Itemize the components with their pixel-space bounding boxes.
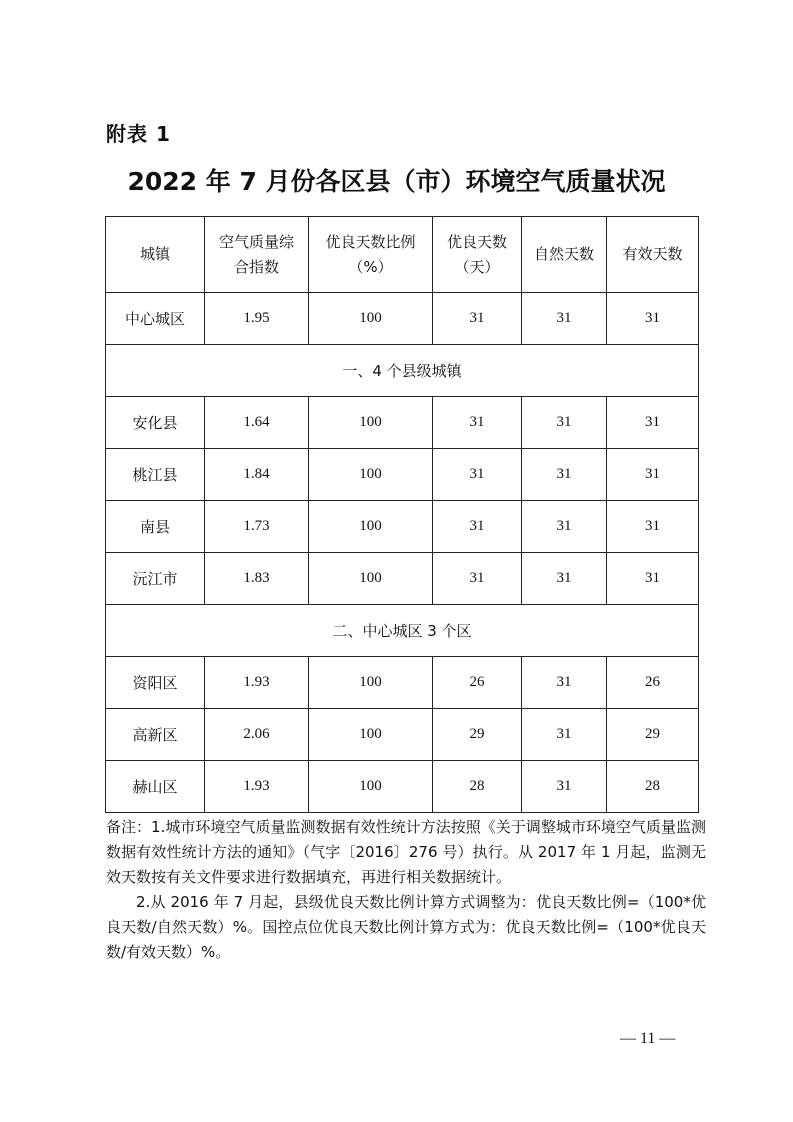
cell-aqi: 1.64 bbox=[205, 397, 309, 449]
cell-name: 桃江县 bbox=[106, 449, 205, 501]
cell-aqi: 1.93 bbox=[205, 657, 309, 709]
cell-aqi: 1.83 bbox=[205, 553, 309, 605]
cell-valid-days: 31 bbox=[607, 397, 699, 449]
cell-valid-days: 26 bbox=[607, 657, 699, 709]
cell-name: 沅江市 bbox=[106, 553, 205, 605]
header-valid-days: 有效天数 bbox=[607, 217, 699, 293]
cell-natural-days: 31 bbox=[522, 449, 607, 501]
header-aqi: 空气质量综 合指数 bbox=[205, 217, 309, 293]
section-title: 一、4 个县级城镇 bbox=[106, 345, 699, 397]
cell-name: 赫山区 bbox=[106, 761, 205, 813]
page-title: 2022 年 7 月份各区县（市）环境空气质量状况 bbox=[127, 167, 666, 196]
cell-valid-days: 31 bbox=[607, 553, 699, 605]
table-row bbox=[106, 553, 699, 605]
section-title: 二、中心城区 3 个区 bbox=[106, 605, 699, 657]
cell-aqi: 1.73 bbox=[205, 501, 309, 553]
section-row bbox=[106, 605, 699, 657]
cell-good-days: 28 bbox=[433, 761, 522, 813]
header-natural-days: 自然天数 bbox=[522, 217, 607, 293]
cell-natural-days: 31 bbox=[522, 293, 607, 345]
table-header-row bbox=[106, 217, 699, 293]
cell-ratio: 100 bbox=[309, 293, 433, 345]
cell-good-days: 26 bbox=[433, 657, 522, 709]
cell-aqi: 1.84 bbox=[205, 449, 309, 501]
table-row bbox=[106, 501, 699, 553]
air-quality-table bbox=[105, 216, 699, 813]
cell-good-days: 31 bbox=[433, 449, 522, 501]
cell-name: 中心城区 bbox=[106, 293, 205, 345]
cell-aqi: 2.06 bbox=[205, 709, 309, 761]
table-row bbox=[106, 449, 699, 501]
cell-good-days: 31 bbox=[433, 293, 522, 345]
cell-ratio: 100 bbox=[309, 553, 433, 605]
cell-ratio: 100 bbox=[309, 657, 433, 709]
cell-natural-days: 31 bbox=[522, 553, 607, 605]
table-row bbox=[106, 657, 699, 709]
cell-name: 资阳区 bbox=[106, 657, 205, 709]
cell-valid-days: 29 bbox=[607, 709, 699, 761]
cell-natural-days: 31 bbox=[522, 501, 607, 553]
cell-good-days: 31 bbox=[433, 501, 522, 553]
cell-aqi: 1.93 bbox=[205, 761, 309, 813]
header-good-days: 优良天数 （天） bbox=[433, 217, 522, 293]
cell-good-days: 29 bbox=[433, 709, 522, 761]
table-row bbox=[106, 397, 699, 449]
cell-valid-days: 28 bbox=[607, 761, 699, 813]
cell-natural-days: 31 bbox=[522, 761, 607, 813]
cell-ratio: 100 bbox=[309, 449, 433, 501]
table-row bbox=[106, 709, 699, 761]
cell-ratio: 100 bbox=[309, 761, 433, 813]
cell-aqi: 1.95 bbox=[205, 293, 309, 345]
cell-good-days: 31 bbox=[433, 397, 522, 449]
cell-name: 高新区 bbox=[106, 709, 205, 761]
note-2: 2.从 2016 年 7 月起，县级优良天数比例计算方式调整为：优良天数比例=（100*优良天数/自然天数）%。国控点位优良天数比例计算方式为：优良天数比例=（100*优良天数/有效天数）%。 bbox=[106, 893, 706, 961]
cell-valid-days: 31 bbox=[607, 293, 699, 345]
cell-natural-days: 31 bbox=[522, 397, 607, 449]
appendix-label: 附表 1 bbox=[106, 122, 171, 146]
cell-natural-days: 31 bbox=[522, 657, 607, 709]
note-1: 备注：1.城市环境空气质量监测数据有效性统计方法按照《关于调整城市环境空气质量监测数据有效性统计方法的通知》（气字〔2016〕276 号）执行。从 2017 年 1 月起，监测无效天数按有关文件要求进行数据填充，再进行相关数据统计。 bbox=[106, 818, 706, 886]
cell-valid-days: 31 bbox=[607, 501, 699, 553]
cell-name: 安化县 bbox=[106, 397, 205, 449]
cell-natural-days: 31 bbox=[522, 709, 607, 761]
cell-ratio: 100 bbox=[309, 709, 433, 761]
cell-name: 南县 bbox=[106, 501, 205, 553]
header-good-ratio: 优良天数比例 （%） bbox=[309, 217, 433, 293]
cell-ratio: 100 bbox=[309, 501, 433, 553]
table-row bbox=[106, 293, 699, 345]
section-row bbox=[106, 345, 699, 397]
header-town: 城镇 bbox=[106, 217, 205, 293]
cell-good-days: 31 bbox=[433, 553, 522, 605]
notes bbox=[106, 815, 706, 965]
table-row bbox=[106, 761, 699, 813]
cell-valid-days: 31 bbox=[607, 449, 699, 501]
cell-ratio: 100 bbox=[309, 397, 433, 449]
page-number: — 11 — bbox=[620, 1030, 676, 1047]
